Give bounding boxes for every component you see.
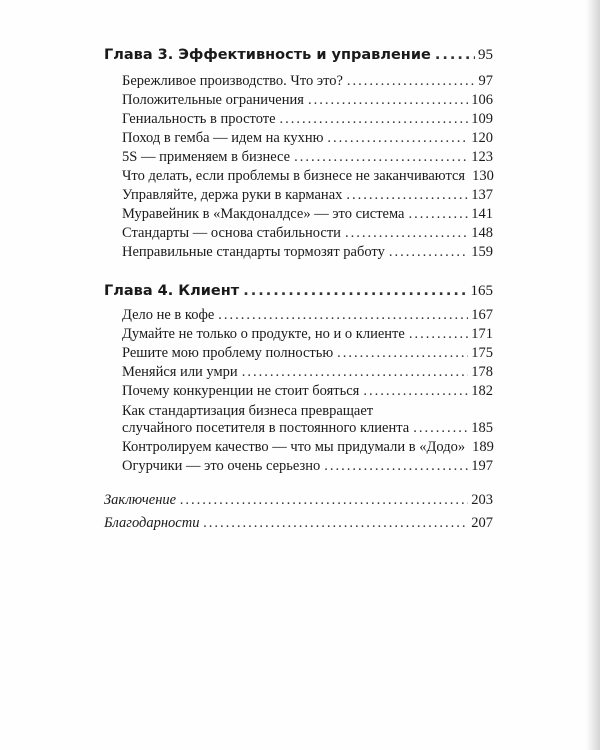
entry-title: Заключение: [104, 492, 177, 508]
item-title: Решите мою проблему полностью: [122, 345, 334, 361]
page-number: 185: [471, 420, 493, 436]
toc-item-multiline-end[interactable]: [122, 420, 493, 437]
leader-dots: [413, 420, 468, 437]
toc-item[interactable]: [122, 307, 493, 324]
leader-dots: [408, 206, 468, 223]
page-number: 120: [471, 130, 493, 146]
item-title: Бережливое производство. Что это?: [122, 73, 343, 89]
toc-item[interactable]: [122, 73, 493, 90]
toc-item[interactable]: [122, 383, 493, 400]
page-number: 106: [471, 92, 493, 108]
item-title-line-2: случайного посетителя в постоянного клиента: [122, 420, 410, 436]
toc-item[interactable]: [122, 149, 493, 166]
item-title: Стандарты — основа стабильности: [122, 225, 341, 241]
toc-item[interactable]: [122, 187, 493, 204]
leader-dots: [347, 73, 476, 90]
toc-item-multiline[interactable]: [122, 403, 493, 420]
toc-item[interactable]: [122, 364, 493, 381]
item-title-line-1: Как стандартизация бизнеса превращает: [122, 403, 374, 419]
chapter-title: Глава 4. Клиент: [104, 283, 240, 299]
toc-item[interactable]: [122, 244, 493, 261]
chapter-title: Глава 3. Эффективность и управление: [104, 47, 431, 63]
page-number: 141: [471, 206, 493, 222]
leader-dots: [218, 307, 468, 324]
leader-dots: [243, 283, 467, 299]
leader-dots: [308, 92, 468, 109]
toc-item[interactable]: [122, 225, 493, 242]
item-title: Меняйся или умри: [122, 364, 238, 380]
toc-item[interactable]: [122, 92, 493, 109]
page-number: 159: [471, 244, 493, 260]
page-number: 207: [471, 515, 493, 531]
item-title: Муравейник в «Макдоналдсе» — это система: [122, 206, 405, 222]
toc-conclusion[interactable]: [104, 492, 493, 509]
item-title: Управляйте, держа руки в карманах: [122, 187, 343, 203]
leader-dots: [435, 47, 475, 63]
page-number: 137: [471, 187, 493, 203]
page-number: 178: [471, 364, 493, 380]
toc-item[interactable]: [122, 130, 493, 147]
leader-dots: [409, 326, 468, 343]
page-edge-shadow: [586, 0, 600, 750]
toc-chapter-3[interactable]: [104, 47, 493, 64]
toc-item[interactable]: [122, 345, 493, 362]
leader-dots: [327, 130, 468, 147]
toc-acknowledgements[interactable]: [104, 515, 493, 532]
leader-dots: [337, 345, 468, 362]
toc-item[interactable]: [122, 458, 493, 475]
page-number: 197: [471, 458, 493, 474]
page-number: 95: [478, 47, 493, 63]
page-number: 167: [471, 307, 493, 323]
leader-dots: [294, 149, 468, 166]
toc-item[interactable]: [122, 326, 493, 343]
leader-dots: [346, 187, 468, 204]
toc-item[interactable]: [122, 111, 493, 128]
page-number: 97: [478, 73, 493, 89]
item-title: Положительные ограничения: [122, 92, 304, 108]
item-title: Контролируем качество — что мы придумали в «Додо»: [122, 439, 466, 455]
leader-dots: [345, 225, 468, 242]
page-number: 148: [471, 225, 493, 241]
item-title: Огурчики — это очень серьезно: [122, 458, 321, 474]
page-number: 165: [470, 283, 493, 299]
leader-dots: [242, 364, 469, 381]
page-number: 203: [471, 492, 493, 508]
toc-item[interactable]: [122, 206, 493, 223]
item-title: Почему конкуренции не стоит бояться: [122, 383, 360, 399]
leader-dots: [389, 244, 468, 261]
page-number: 171: [471, 326, 493, 342]
page-number: 109: [471, 111, 493, 127]
item-title: Думайте не только о продукте, но и о клиенте: [122, 326, 405, 342]
leader-dots: [180, 492, 468, 509]
item-title: Что делать, если проблемы в бизнесе не заканчиваются: [122, 168, 466, 184]
toc-item[interactable]: [122, 168, 493, 185]
toc-chapter-4[interactable]: [104, 283, 493, 300]
leader-dots: [280, 111, 469, 128]
leader-dots: [203, 515, 468, 532]
item-title: 5S — применяем в бизнесе: [122, 149, 291, 165]
leader-dots: [324, 458, 468, 475]
item-title: Гениальность в простоте: [122, 111, 276, 127]
leader-dots: [363, 383, 468, 400]
page-number: 123: [471, 149, 493, 165]
page-number: 189: [472, 439, 494, 455]
page-number: 182: [471, 383, 493, 399]
page-number: 130: [472, 168, 494, 184]
item-title: Неправильные стандарты тормозят работу: [122, 244, 385, 260]
item-title: Поход в гемба — идем на кухню: [122, 130, 324, 146]
entry-title: Благодарности: [104, 515, 200, 531]
item-title: Дело не в кофе: [122, 307, 215, 323]
page-number: 175: [471, 345, 493, 361]
toc-item[interactable]: [122, 439, 493, 456]
